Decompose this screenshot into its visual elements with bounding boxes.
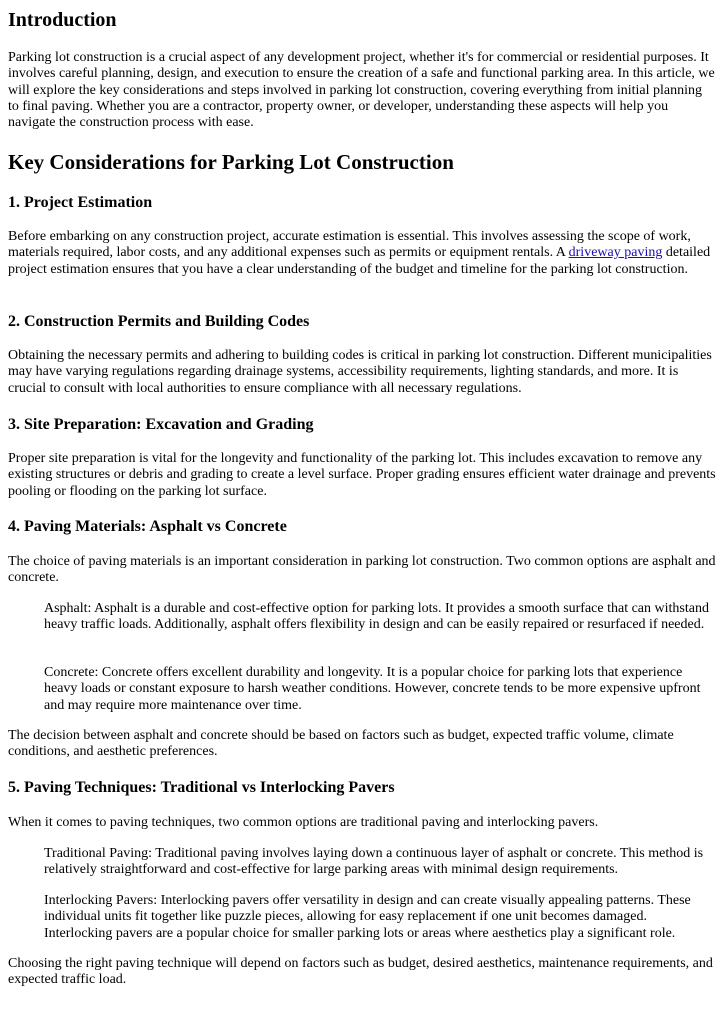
section-4-paragraph: The choice of paving materials is an important consideration in parking lot construction. Two common options are asphalt and concrete.: [8, 554, 716, 586]
section-1-heading: 1. Project Estimation: [8, 194, 153, 211]
section-5-closing: Choosing the right paving technique will depend on factors such as budget, desired aesthetics, maintenance requirements, and expected traffic load.: [8, 956, 713, 988]
interlocking-pavers-item: Interlocking Pavers: Interlocking pavers offer versatility in design and can create visually appealing patterns. These individual units fit together like puzzle pieces, allowing for easy replacement if one unit becomes damaged. Interlocking pavers are a popular choice for smaller parking lots or areas where aesthetics play a significant role.: [44, 893, 691, 941]
key-considerations-heading: Key Considerations for Parking Lot Construction: [8, 150, 454, 174]
section-2-heading: 2. Construction Permits and Building Codes: [8, 313, 310, 330]
asphalt-item: Asphalt: Asphalt is a durable and cost-effective option for parking lots. It provides a smooth surface that can withstand heavy traffic loads. Additionally, asphalt offers flexibility in design and can be easily repaired or resurfaced if needed.: [44, 601, 709, 633]
traditional-paving-item: Traditional Paving: Traditional paving involves laying down a continuous layer of asphalt or concrete. This method is relatively straightforward and cost-effective for large parking areas with minimal design requirements.: [44, 846, 704, 878]
concrete-item: Concrete: Concrete offers excellent durability and longevity. It is a popular choice for parking lots that experience heavy loads or constant exposure to harsh weather conditions. However, concrete tends to be more expensive upfront and may require more maintenance over time.: [44, 665, 701, 713]
section-3-heading: 3. Site Preparation: Excavation and Grading: [8, 416, 314, 433]
driveway-paving-link[interactable]: driveway paving: [568, 245, 663, 261]
section-1-text-after: detailed project estimation ensures that you have a clear understanding of the budget and timeline for the parking lot construction.: [8, 245, 711, 277]
section-4-decision: The decision between asphalt and concrete should be based on factors such as budget, expected traffic volume, climate conditions, and aesthetic preferences.: [8, 728, 674, 760]
section-5-paragraph: When it comes to paving techniques, two common options are traditional paving and interlocking pavers.: [8, 815, 599, 830]
intro-paragraph: Parking lot construction is a crucial aspect of any development project, whether it's for commercial or residential purposes. It involves careful planning, design, and execution to ensure the creation of a safe and functional parking area. In this article, we will explore the key considerations and steps involved in parking lot construction, covering everything from initial planning to final paving. Whether you are a contractor, property owner, or developer, understanding these aspects will help you navigate the construction process with ease.: [8, 50, 715, 131]
section-1-paragraph: [8, 229, 716, 278]
section-3-paragraph: Proper site preparation is vital for the longevity and functionality of the parking lot. This includes excavation to remove any existing structures or debris and grading to create a level surface. Proper grading ensures efficient water drainage and prevents pooling or flooding on the parking lot surface.: [8, 451, 716, 499]
section-2-paragraph: Obtaining the necessary permits and adhering to building codes is critical in parking lot construction. Different municipalities may have varying regulations regarding drainage systems, accessibility requirements, lighting standards, and more. It is crucial to consult with local authorities to ensure compliance with all necessary regulations.: [8, 348, 712, 396]
intro-heading: Introduction: [8, 9, 117, 31]
section-4-heading: 4. Paving Materials: Asphalt vs Concrete: [8, 518, 287, 535]
section-1-text-before: Before embarking on any construction project, accurate estimation is essential. This involves assessing the scope of work, materials required, labor costs, and any additional expenses such as permits or equipment rentals. A: [8, 229, 691, 261]
section-5-heading: 5. Paving Techniques: Traditional vs Interlocking Pavers: [8, 779, 395, 796]
